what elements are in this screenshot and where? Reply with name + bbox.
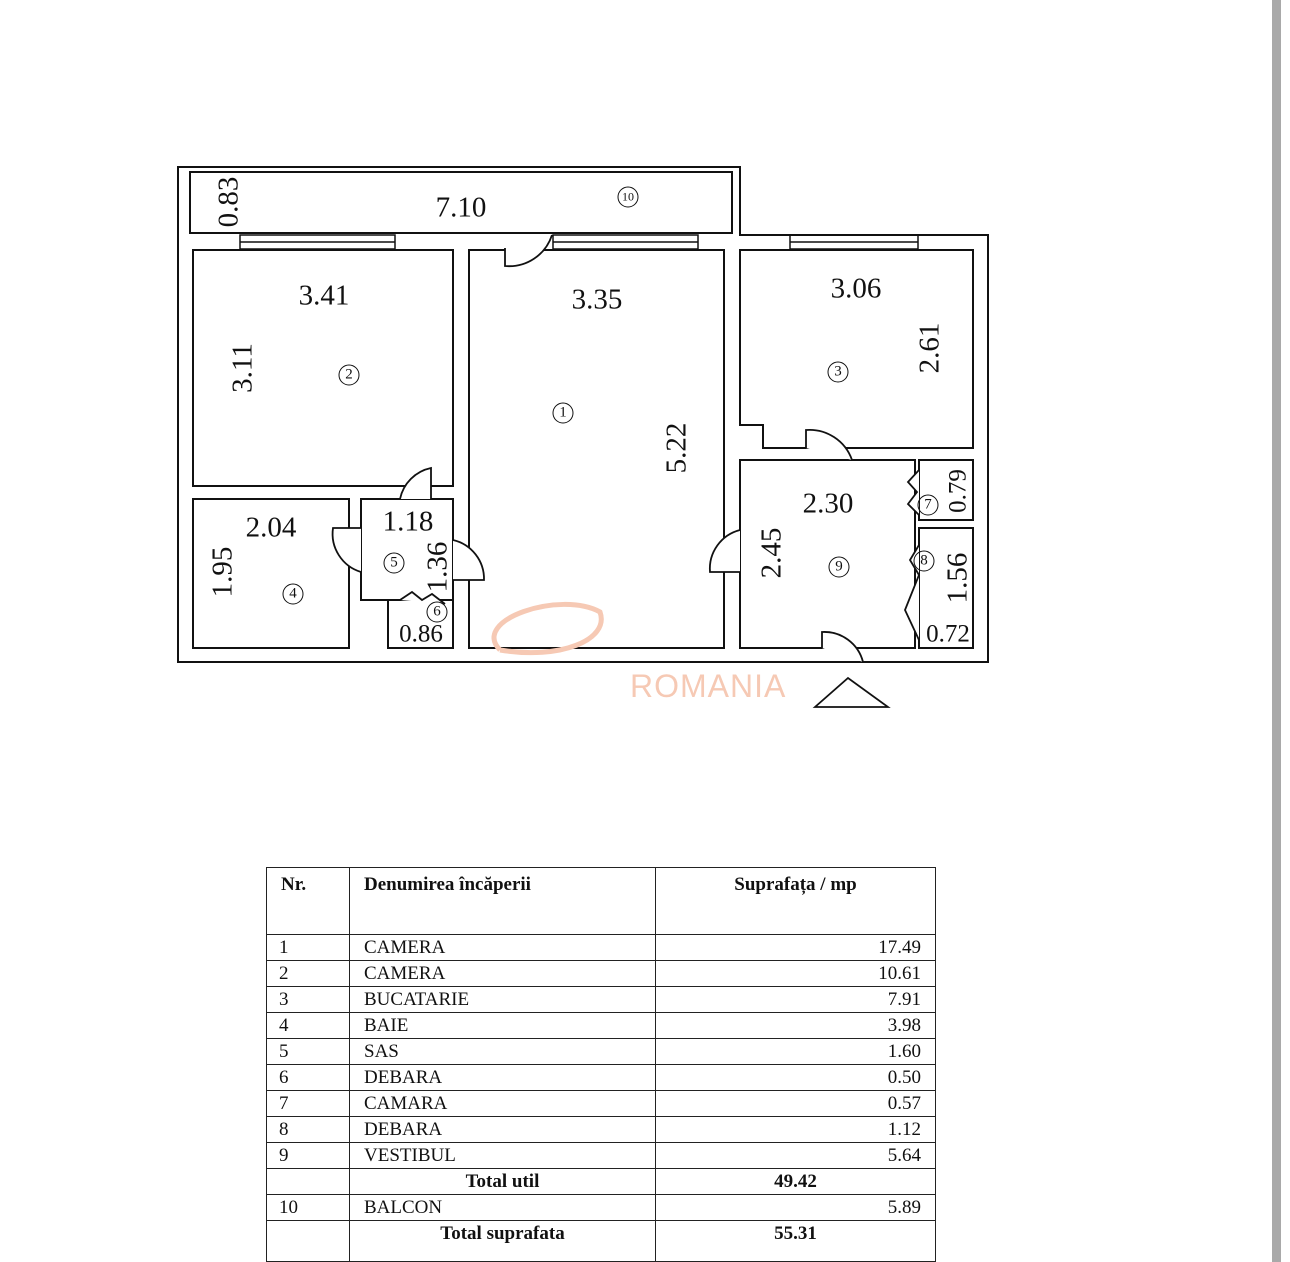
dim-room5-width: 1.18 (382, 505, 434, 538)
room-marker-9: 9 (829, 557, 850, 578)
row-area: 17.49 (656, 935, 936, 961)
row-name: BALCON (350, 1195, 656, 1221)
dim-room5-height: 1.36 (421, 541, 454, 593)
row-area: 1.12 (656, 1117, 936, 1143)
table-row (267, 1039, 936, 1065)
row-name: CAMERA (350, 961, 656, 987)
dim-room3-width: 3.06 (830, 272, 882, 305)
header-name: Denumirea încăperii (350, 868, 656, 935)
dim-room2-width: 3.41 (298, 279, 350, 312)
room-marker-7: 7 (918, 495, 939, 516)
windows (240, 235, 918, 249)
room-marker-10: 10 (618, 187, 639, 208)
dim-room9-width: 2.30 (802, 487, 854, 520)
header-nr: Nr. (267, 868, 350, 935)
table-row (267, 1117, 936, 1143)
row-nr: 5 (267, 1039, 350, 1065)
watermark: ROMANIA (630, 668, 787, 704)
dim-room8-width: 0.72 (926, 620, 970, 648)
row-area: 0.50 (656, 1065, 936, 1091)
dim-room4-height: 1.95 (206, 546, 239, 598)
table-row (267, 1143, 936, 1169)
row-name: VESTIBUL (350, 1143, 656, 1169)
row-nr: 3 (267, 987, 350, 1013)
table-row (267, 1195, 936, 1221)
watermark-swoosh (494, 604, 601, 652)
row-nr: 10 (267, 1195, 350, 1221)
room-marker-6: 6 (427, 602, 448, 623)
row-nr: 2 (267, 961, 350, 987)
table-row (267, 961, 936, 987)
table-row (267, 987, 936, 1013)
dim-room1-width: 3.35 (571, 283, 623, 316)
dim-room9-height: 2.45 (755, 527, 788, 579)
room-marker-5: 5 (384, 553, 405, 574)
total-util-value: 49.42 (656, 1169, 936, 1195)
dim-room3-height: 2.61 (913, 322, 946, 374)
row-name: CAMARA (350, 1091, 656, 1117)
total-label: Total suprafata (350, 1221, 656, 1262)
row-name: CAMERA (350, 935, 656, 961)
row-area: 1.60 (656, 1039, 936, 1065)
dim-room2-height: 3.11 (226, 343, 259, 393)
dim-balcony-width: 7.10 (435, 191, 487, 224)
room-marker-2: 2 (339, 365, 360, 386)
dim-balcony-height: 0.83 (212, 176, 245, 228)
row-nr: 9 (267, 1143, 350, 1169)
room-marker-4: 4 (283, 584, 304, 605)
row-area: 3.98 (656, 1013, 936, 1039)
row-nr: 4 (267, 1013, 350, 1039)
dim-room7-height: 0.79 (944, 469, 972, 513)
row-area: 0.57 (656, 1091, 936, 1117)
row-area: 10.61 (656, 961, 936, 987)
total-value: 55.31 (656, 1221, 936, 1262)
row-area: 5.64 (656, 1143, 936, 1169)
header-area: Suprafața / mp (656, 868, 936, 935)
room-marker-1: 1 (553, 403, 574, 424)
total-row (267, 1221, 936, 1262)
row-name: BUCATARIE (350, 987, 656, 1013)
table-row (267, 1013, 936, 1039)
room-marker-8: 8 (914, 551, 935, 572)
total-util-row (267, 1169, 936, 1195)
entrance-arrow-icon (815, 678, 888, 707)
dim-room1-height: 5.22 (660, 422, 693, 474)
total-util-label: Total util (350, 1169, 656, 1195)
room-marker-3: 3 (828, 362, 849, 383)
rooms-table (266, 867, 936, 1262)
row-nr: 1 (267, 935, 350, 961)
dim-room8-height: 1.56 (941, 552, 974, 604)
row-name: BAIE (350, 1013, 656, 1039)
table-row (267, 935, 936, 961)
row-area: 5.89 (656, 1195, 936, 1221)
table-row (267, 1065, 936, 1091)
row-name: SAS (350, 1039, 656, 1065)
row-nr: 7 (267, 1091, 350, 1117)
dim-room4-width: 2.04 (245, 511, 297, 544)
row-name: DEBARA (350, 1117, 656, 1143)
row-name: DEBARA (350, 1065, 656, 1091)
row-nr: 8 (267, 1117, 350, 1143)
table-header (267, 868, 936, 935)
dim-room6-width: 0.86 (399, 620, 443, 648)
table-row (267, 1091, 936, 1117)
row-nr: 6 (267, 1065, 350, 1091)
row-area: 7.91 (656, 987, 936, 1013)
